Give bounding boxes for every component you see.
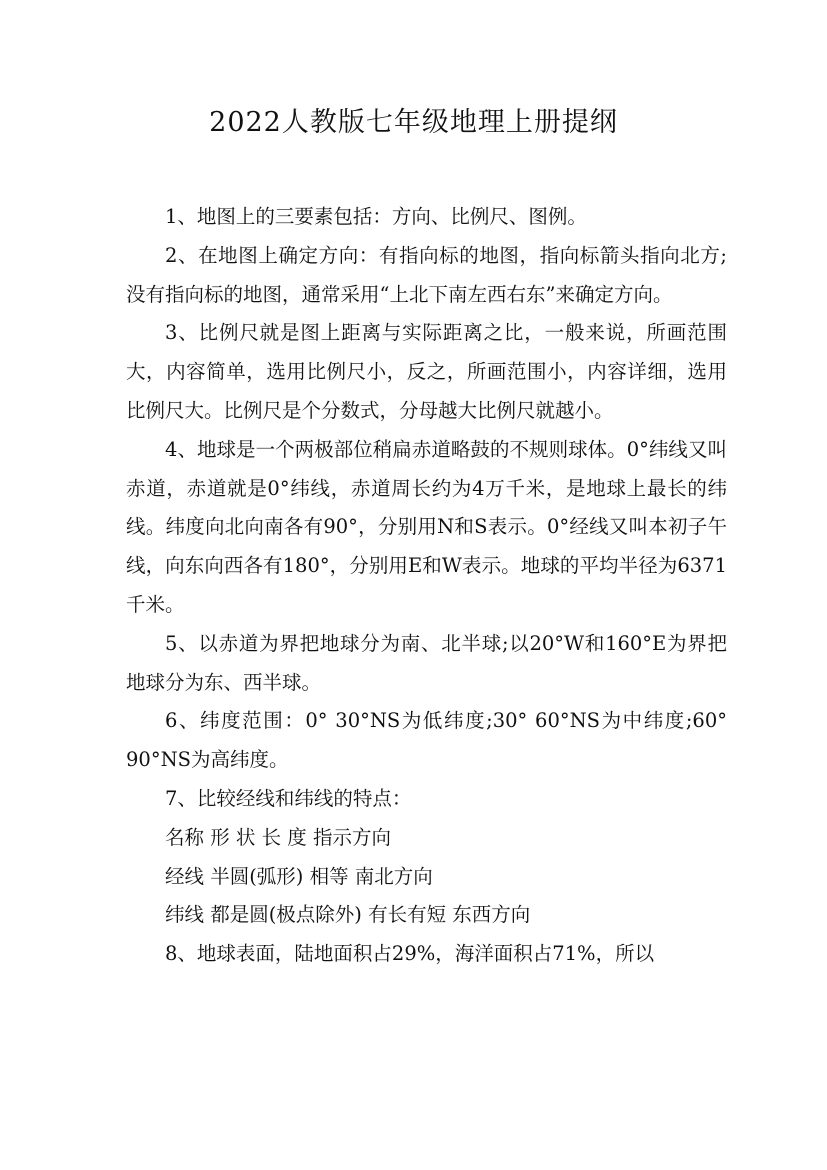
comparison-header-row: 名称 形 状 长 度 指示方向 <box>165 825 391 849</box>
paragraph-1: 1、地图上的三要素包括：方向、比例尺、图例。 <box>165 205 587 228</box>
paragraph-7: 7、比较经线和纬线的特点： <box>165 786 412 810</box>
comparison-row-parallel: 纬线 都是圆(极点除外) 有长有短 东西方向 <box>165 903 531 927</box>
paragraph-8: 8、地球表面，陆地面积占29%，海洋面积占71%，所以 <box>165 942 655 966</box>
paragraph-3: 3、比例尺就是图上距离与实际距离之比，一般来说，所画范围大，内容简单，选用比例尺小，反之，所画范围小，内容详细，选用比例尺大。比例尺是个分数式，分母越大比例尺就越小。 <box>126 321 727 422</box>
comparison-row-meridian: 经线 半圆(弧形) 相等 南北方向 <box>165 864 433 888</box>
paragraph-5: 5、以赤道为界把地球分为南、北半球;以20°W和160°E为界把地球分为东、西半球。 <box>126 631 727 694</box>
paragraph-6: 6、纬度范围：0° 30°NS为低纬度;30° 60°NS为中纬度;60° 90°NS为高纬度。 <box>126 709 727 772</box>
paragraph-2: 2、在地图上确定方向：有指向标的地图，指向标箭头指向北方;没有指向标的地图，通常采用“上北下南左西右东”来确定方向。 <box>126 243 727 306</box>
document-body <box>126 198 727 974</box>
paragraph-4: 4、地球是一个两极部位稍扁赤道略鼓的不规则球体。0°纬线又叫赤道，赤道就是0°纬线，赤道周长约为4万千米，是地球上最长的纬线。纬度向北向南各有90°，分别用N和S表示。0°经线又叫本初子午线，向东向西各有180°，分别用E和W表示。地球的平均半径为6371千米。 <box>126 437 727 616</box>
document-title: 2022人教版七年级地理上册提纲 <box>209 107 618 138</box>
